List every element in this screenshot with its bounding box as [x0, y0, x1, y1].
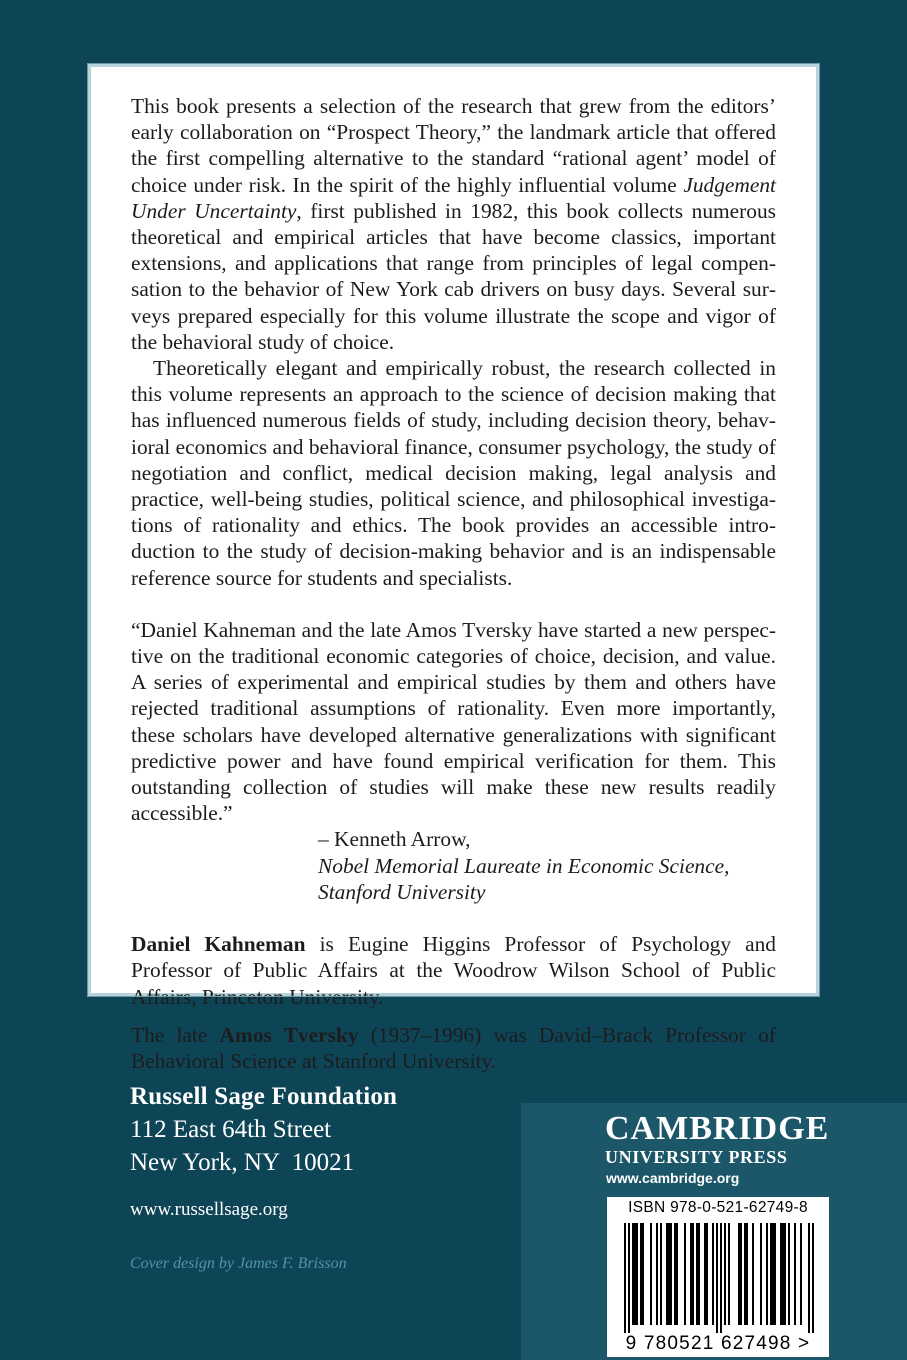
cambridge-logo-text: CAMBRIDGE	[605, 1110, 830, 1147]
barcode-bar	[676, 1223, 678, 1325]
author-bio-text-tversky: (1937–1996) was David–Brack Professor of Behavioral Science at Stanford University.	[131, 1022, 776, 1073]
author-bio-prefix-tversky: The late	[131, 1022, 220, 1047]
barcode-bar	[724, 1223, 726, 1325]
barcode-bar	[666, 1223, 668, 1325]
publisher-website: www.russellsage.org	[130, 1199, 288, 1220]
barcode-bar	[784, 1223, 786, 1325]
quote-attribution	[318, 826, 776, 905]
barcode-bar	[674, 1223, 676, 1325]
author-bio-tversky	[131, 1022, 776, 1074]
barcode-bar	[780, 1223, 782, 1325]
barcode-bar	[628, 1223, 630, 1333]
barcode-bar	[696, 1223, 698, 1325]
attribution-title: Nobel Memorial Laureate in Economic Science,	[318, 853, 730, 878]
barcode-bar	[760, 1223, 762, 1325]
barcode-bar	[624, 1223, 626, 1333]
attribution-affiliation: Stanford University	[318, 879, 486, 904]
author-bio-kahneman	[131, 931, 776, 1010]
barcode-bar	[712, 1223, 714, 1325]
barcode-bar	[636, 1223, 638, 1325]
barcode-bar	[660, 1223, 662, 1325]
barcode-bar	[692, 1223, 694, 1325]
barcode-bar	[746, 1223, 748, 1325]
barcode-bar	[704, 1223, 706, 1325]
barcode-bar	[800, 1223, 802, 1325]
attribution-name: – Kenneth Arrow,	[318, 827, 471, 852]
barcode-bar	[774, 1223, 776, 1325]
cover-design-credit: Cover design by James F. Brisson	[130, 1255, 347, 1272]
barcode-bar	[728, 1223, 730, 1325]
description-paragraph-1	[131, 93, 776, 355]
barcode-label	[607, 1197, 829, 1357]
barcode-bar	[812, 1223, 814, 1333]
barcode-bar	[772, 1223, 774, 1325]
publisher-address-line-2: New York, NY 10021	[130, 1149, 355, 1176]
barcode-bar	[640, 1223, 642, 1325]
publisher-name: Russell Sage Foundation	[130, 1083, 398, 1110]
barcode-bar	[632, 1223, 634, 1325]
author-name-tversky: Amos Tversky	[219, 1022, 359, 1047]
barcode-bar	[684, 1223, 686, 1325]
barcode-bar	[788, 1223, 790, 1325]
barcode-digits: 9 780521 627498 >	[625, 1333, 811, 1354]
barcode-bar	[698, 1223, 700, 1325]
barcode-bar	[670, 1223, 672, 1325]
barcode-bar	[650, 1223, 652, 1325]
barcode-bar	[752, 1223, 754, 1325]
barcode-bar	[720, 1223, 722, 1333]
cambridge-website: www.cambridge.org	[606, 1170, 740, 1186]
barcode-bar	[808, 1223, 810, 1333]
author-bio-text-kahneman: is Eugine Higgins Professor of Psychology and Professor of Public Affairs at the Woodrow Wilson School of Public Affairs, Princeton University.	[131, 932, 776, 1009]
barcode-bar	[794, 1223, 796, 1325]
cambridge-press-block	[521, 1103, 907, 1360]
barcode-bar	[766, 1223, 768, 1325]
publisher-block	[130, 1080, 397, 1222]
book-title-reference: Judgement Under Uncertainty	[131, 172, 776, 223]
barcode-bar	[744, 1223, 746, 1325]
barcode-bar	[740, 1223, 742, 1325]
barcode-bar	[782, 1223, 784, 1325]
cambridge-press-text: UNIVERSITY PRESS	[605, 1147, 788, 1167]
barcode-bar	[642, 1223, 644, 1325]
barcode-bar	[668, 1223, 670, 1325]
publisher-address-line-1: 112 East 64th Street	[130, 1116, 332, 1143]
back-cover-text-panel	[88, 64, 819, 1073]
barcode-icon	[613, 1223, 823, 1333]
isbn-number: ISBN 978-0-521-62749-8	[628, 1199, 808, 1216]
barcode-bar	[656, 1223, 658, 1325]
description-text-a: This book presents a selection of the research that grew from the editors’ early collaboration on “Prospect Theory,” the landmark article that offered the first compelling alternative to the standard “rational agent’ model of choice under risk. In the spirit of the highly influential volume	[131, 94, 776, 197]
barcode-bar	[634, 1223, 636, 1325]
barcode-bar	[716, 1223, 718, 1333]
endorsement-quote: “Daniel Kahneman and the late Amos Tversky have started a new perspective on the traditional economic categories of choice, decision, and value. A series of experimental and empirical studies by them and others have rejected traditional assumptions of rationality. Even more importantly, these scholars have developed alternative generalizations with significant predictive power and have found empirical verification for them. This outstanding collection of studies will make these new results readily accessible.”	[131, 617, 776, 826]
author-name-kahneman: Daniel Kahneman	[131, 932, 306, 957]
description-text-b: , first published in 1982, this book collects numerous theoretical and empirical articles that have become classics, important extensions, and applications that range from principles of legal compensation to the behavior of New York cab drivers on busy days. Several surveys prepared especially for this volume illustrate the scope and vigor of the behavioral study of choice.	[131, 198, 776, 354]
barcode-bar	[770, 1223, 772, 1325]
description-paragraph-2: Theoretically elegant and empirically robust, the research collected in this volume represents an approach to the science of decision making that has influenced numerous fields of study, including decision theory, behavioral economics and behavioral finance, consumer psychology, the study of negotiation and conflict, medical decision making, legal analysis and practice, well-being studies, political science, and philosophical investigations of rationality and ethics. The book provides an accessible introduction to the study of decision-making behavior and is an indispensable reference source for students and specialists.	[131, 356, 776, 590]
barcode-bar	[706, 1223, 708, 1325]
barcode-bar	[738, 1223, 740, 1325]
barcode-bar	[690, 1223, 692, 1325]
